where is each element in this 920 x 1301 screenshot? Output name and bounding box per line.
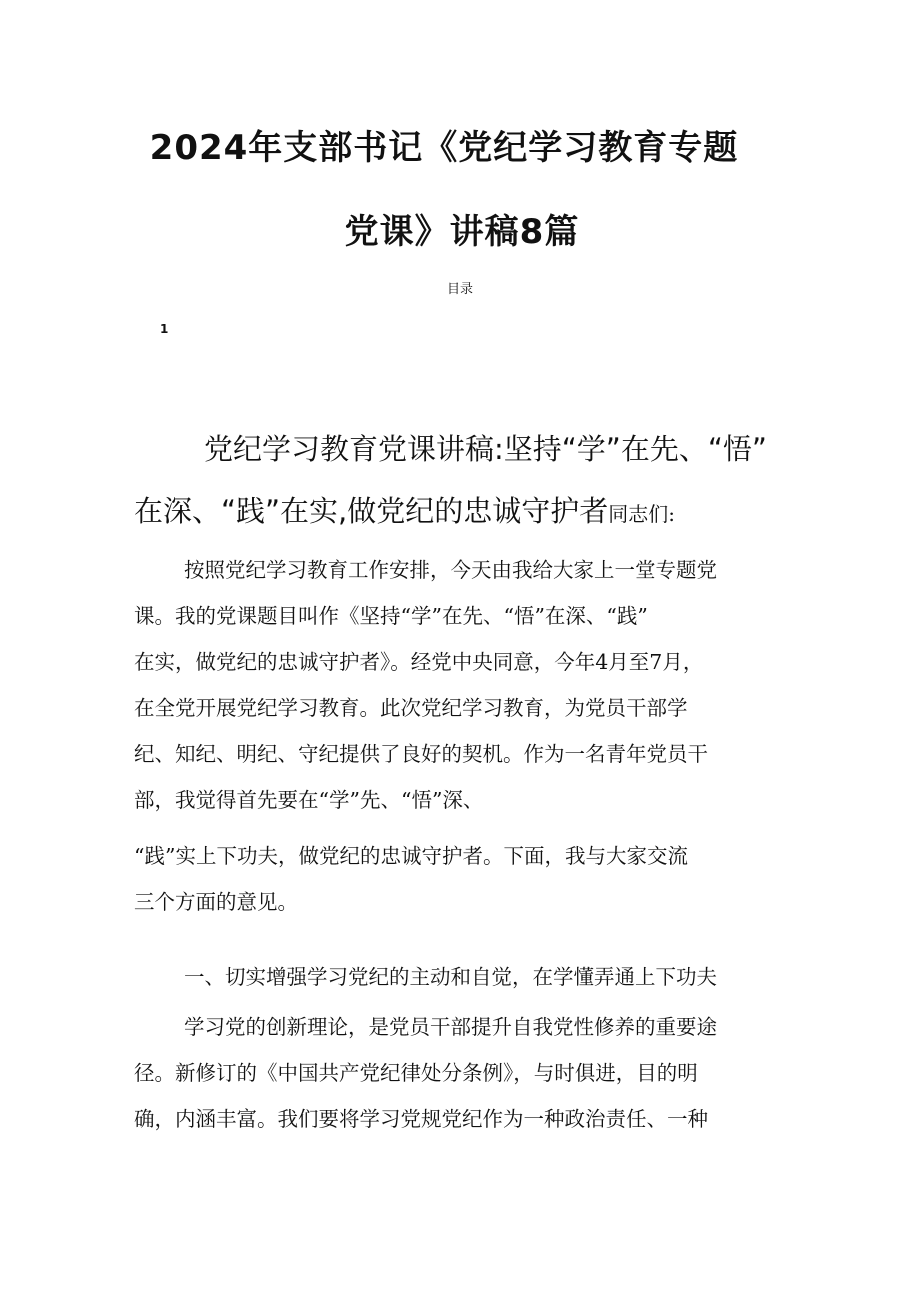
article-heading <box>134 418 794 545</box>
paragraph-line: 纪、知纪、明纪、守纪提供了良好的契机。作为一名青年党员干 <box>134 742 708 766</box>
paragraph-line: “践”实上下功夫，做党纪的忠诚守护者。下面，我与大家交流 <box>134 844 688 868</box>
document-title-line-2: 党课》讲稿8篇 <box>344 212 580 252</box>
article-heading-line-1: 党纪学习教育党课讲稿:坚持“学”在先、“悟” <box>204 432 767 466</box>
toc-label: 目录 <box>446 282 473 297</box>
paragraph-3 <box>134 1004 794 1142</box>
paragraph-line: 学习党的创新理论，是党员干部提升自我党性修养的重要途 <box>184 1015 717 1039</box>
paragraph-line: 在全党开展党纪学习教育。此次党纪学习教育，为党员干部学 <box>134 696 688 720</box>
article-heading-line-2 <box>134 480 794 545</box>
section-heading-text: 一、切实增强学习党纪的主动和自觉，在学懂弄通上下功夫 <box>184 965 717 989</box>
greeting: 同志们: <box>608 502 676 526</box>
toc-entry-number[interactable]: 1 <box>160 322 169 336</box>
paragraph-line: 三个方面的意见。 <box>134 890 298 914</box>
paragraph-line: 课。我的党课题目叫作《坚持“学”在先、“悟”在深、“践” <box>134 604 648 628</box>
paragraph-line: 径。新修订的《中国共产党纪律处分条例》，与时俱进，目的明 <box>134 1061 698 1085</box>
article-heading-line-2-text: 在深、“践”在实,做党纪的忠诚守护者 <box>134 494 609 528</box>
section-heading-1 <box>134 954 794 1000</box>
document-title-line-1: 2024年支部书记《党纪学习教育专题 <box>149 128 739 168</box>
paragraph-1 <box>134 547 794 823</box>
paragraph-2 <box>134 833 794 925</box>
paragraph-line: 确，内涵丰富。我们要将学习党规党纪作为一种政治责任、一种 <box>134 1107 708 1131</box>
paragraph-line: 按照党纪学习教育工作安排，今天由我给大家上一堂专题党 <box>184 558 717 582</box>
paragraph-line: 部，我觉得首先要在“学”先、“悟”深、 <box>134 788 484 812</box>
paragraph-line: 在实，做党纪的忠诚守护者》。经党中央同意，今年4月至7月， <box>134 650 704 674</box>
